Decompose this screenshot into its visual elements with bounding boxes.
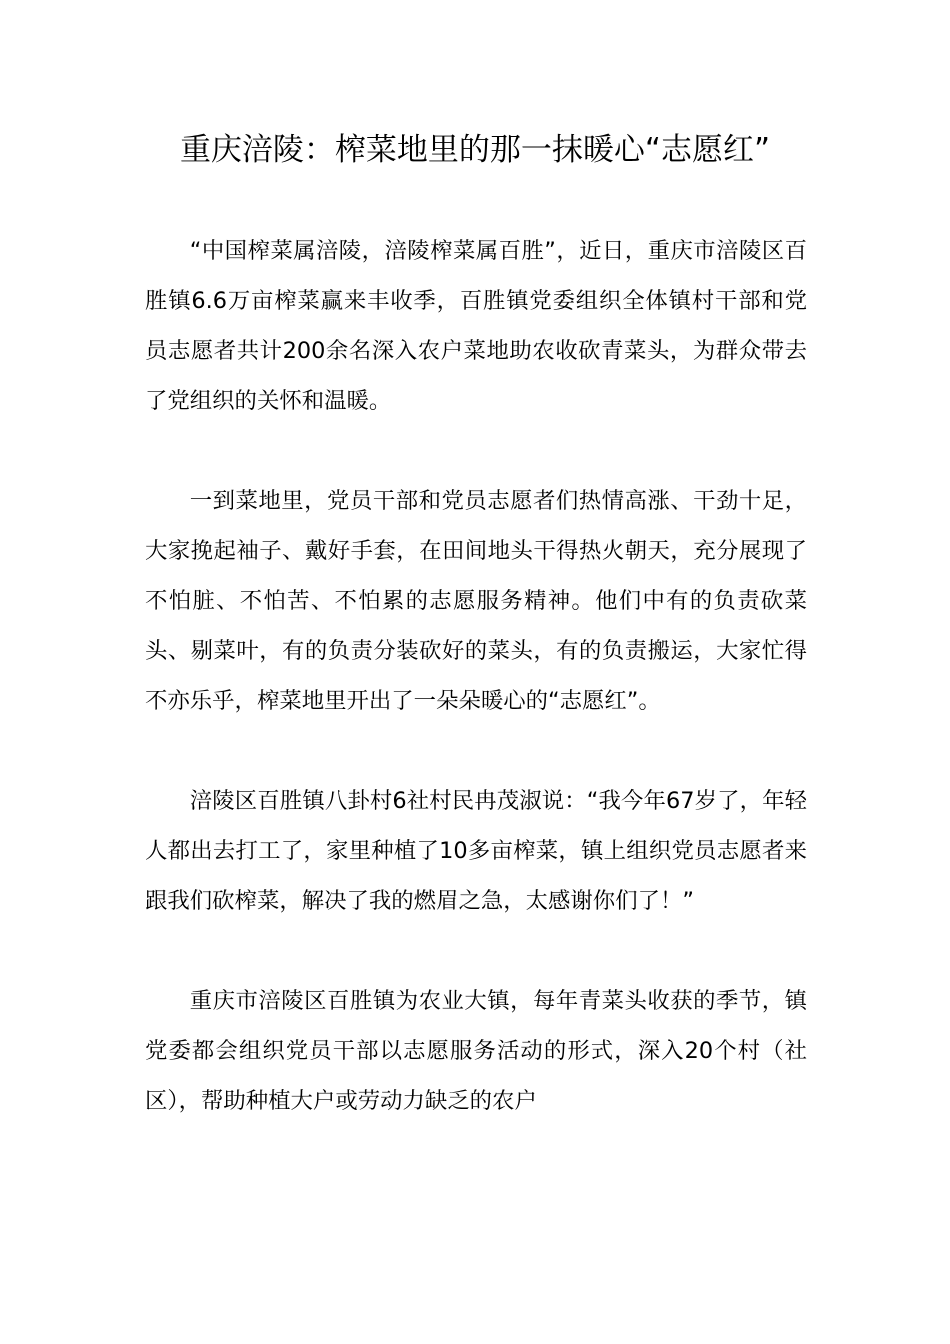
paragraph: 一到菜地里，党员干部和党员志愿者们热情高涨、干劲十足，大家挽起袖子、戴好手套，在田间地头干得热火朝天，充分展现了不怕脏、不怕苦、不怕累的志愿服务精神。他们中有的负责砍菜头、剔菜叶，有的负责分装砍好的菜头，有的负责搬运，大家忙得不亦乐乎，榨菜地里开出了一朵朵暖心的“志愿红”。 <box>145 488 807 714</box>
paragraph: 涪陵区百胜镇八卦村6社村民冉茂淑说：“我今年67岁了，年轻人都出去打工了，家里种植了10多亩榨菜，镇上组织党员志愿者来跟我们砍榨菜，解决了我的燃眉之急，太感谢你们了！” <box>145 788 807 914</box>
paragraph: “中国榨菜属涪陵，涪陵榨菜属百胜”，近日，重庆市涪陵区百胜镇6.6万亩榨菜赢来丰收季，百胜镇党委组织全体镇村干部和党员志愿者共计200余名深入农户菜地助农收砍青菜头，为群众带去了党组织的关怀和温暖。 <box>145 238 807 414</box>
document-title: 重庆涪陵：榨菜地里的那一抹暖心“志愿红” <box>179 132 771 168</box>
paragraph: 重庆市涪陵区百胜镇为农业大镇，每年青菜头收获的季节，镇党委都会组织党员干部以志愿服务活动的形式，深入20个村（社区），帮助种植大户或劳动力缺乏的农户 <box>145 988 807 1114</box>
document-body <box>145 226 807 1176</box>
